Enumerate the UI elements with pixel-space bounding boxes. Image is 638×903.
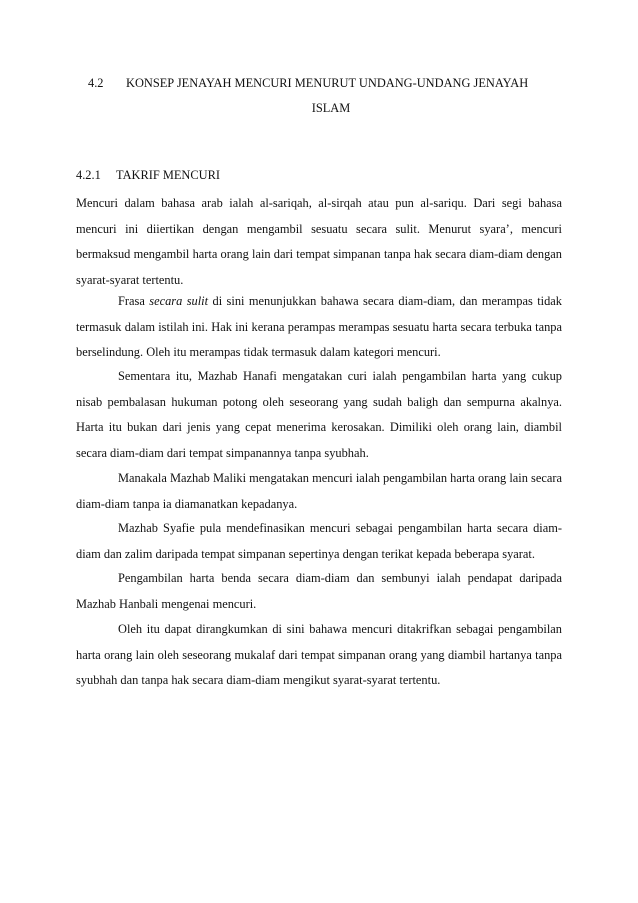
paragraph-conclusion: Oleh itu dapat dirangkumkan di sini bahawa mencuri ditakrifkan sebagai pengambilan harta orang lain oleh seseorang mukalaf dari tempat simpanan orang yang diambil hartanya tanpa syubhah dan tanpa hak secara diam-diam mengikut syarat-syarat tertentu.	[76, 622, 562, 688]
italic-term: secara sulit	[149, 294, 209, 308]
paragraph-mazhab-maliki: Manakala Mazhab Maliki mengatakan mencuri ialah pengambilan harta orang lain secara diam-diam tanpa ia diamanatkan kepadanya.	[76, 471, 562, 511]
paragraph-mazhab-syafie: Mazhab Syafie pula mendefinasikan mencuri sebagai pengambilan harta secara diam-diam dan zalim daripada tempat simpanan sepertinya dengan terikat kepada beberapa syarat.	[76, 521, 562, 561]
subsection-title: TAKRIF MENCURI	[116, 168, 220, 182]
subsection-number: 4.2.1	[76, 168, 101, 182]
paragraph-text: di sini menunjukkan bahawa secara diam-diam, dan merampas tidak termasuk dalam istilah ini. Hak ini kerana perampas merampas sesuatu harta secara terbuka tanpa berselindung. Oleh itu merampas tidak termasuk dalam kategori mencuri.	[76, 294, 562, 360]
section-title-line1: KONSEP JENAYAH MENCURI MENURUT UNDANG-UNDANG JENAYAH	[126, 76, 529, 90]
paragraph-mazhab-hanbali: Pengambilan harta benda secara diam-diam dan sembunyi ialah pendapat daripada Mazhab Hanbali mengenai mencuri.	[76, 571, 562, 611]
paragraph-mazhab-hanafi: Sementara itu, Mazhab Hanafi mengatakan curi ialah pengambilan harta yang cukup nisab pembalasan hukuman potong oleh seseorang yang sudah baligh dan sempurna akalnya. Harta itu bukan dari jenis yang cepat menerima kerosakan. Dimiliki oleh orang lain, diambil secara diam-diam dari tempat simpanannya tanpa syubhah.	[76, 369, 562, 460]
section-title-line2: ISLAM	[311, 101, 351, 115]
paragraph-secara-sulit	[76, 289, 562, 366]
section-number: 4.2	[88, 76, 104, 90]
subsection-heading	[76, 167, 220, 183]
paragraph-definition-language: Mencuri dalam bahasa arab ialah al-sariqah, al-sirqah atau pun al-sariqu. Dari segi bahasa mencuri ini diiertikan dengan mengambil sesuatu secara sulit. Menurut syara’, mencuri bermaksud mengambil harta orang lain dari tempat simpanan tanpa hak secara diam-diam dengan syarat-syarat tertentu.	[76, 196, 562, 287]
paragraph-text: Frasa	[118, 294, 150, 308]
